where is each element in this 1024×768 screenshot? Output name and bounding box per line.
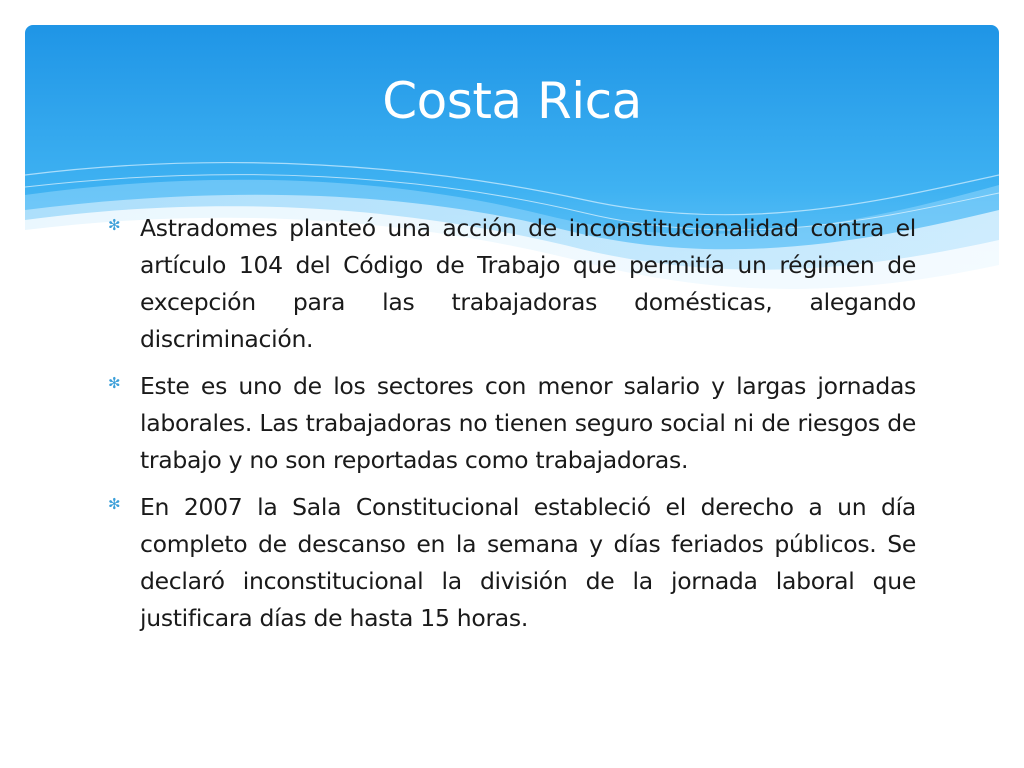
asterisk-bullet-icon: ✻: [108, 374, 121, 392]
list-item: [108, 368, 916, 479]
bullet-text: Este es uno de los sectores con menor salario y largas jornadas laborales. Las trabajadoras no tienen seguro social ni de riesgos de trabajo y no son reportadas como trabajadoras.: [140, 372, 916, 474]
list-item: [108, 489, 916, 637]
bullet-text: Astradomes planteó una acción de inconstitucionalidad contra el artículo 104 del Código de Trabajo que permitía un régimen de excepción para las trabajadoras domésticas, alegando discriminación.: [140, 214, 916, 353]
bullet-text: En 2007 la Sala Constitucional estableció el derecho a un día completo de descanso en la semana y días feriados públicos. Se declaró inconstitucional la división de la jornada laboral que justificara días de hasta 15 horas.: [140, 493, 916, 632]
asterisk-bullet-icon: ✻: [108, 216, 121, 234]
slide-title: Costa Rica: [382, 72, 642, 130]
list-item: [108, 210, 916, 358]
bullet-list: [108, 210, 916, 647]
asterisk-bullet-icon: ✻: [108, 495, 121, 513]
